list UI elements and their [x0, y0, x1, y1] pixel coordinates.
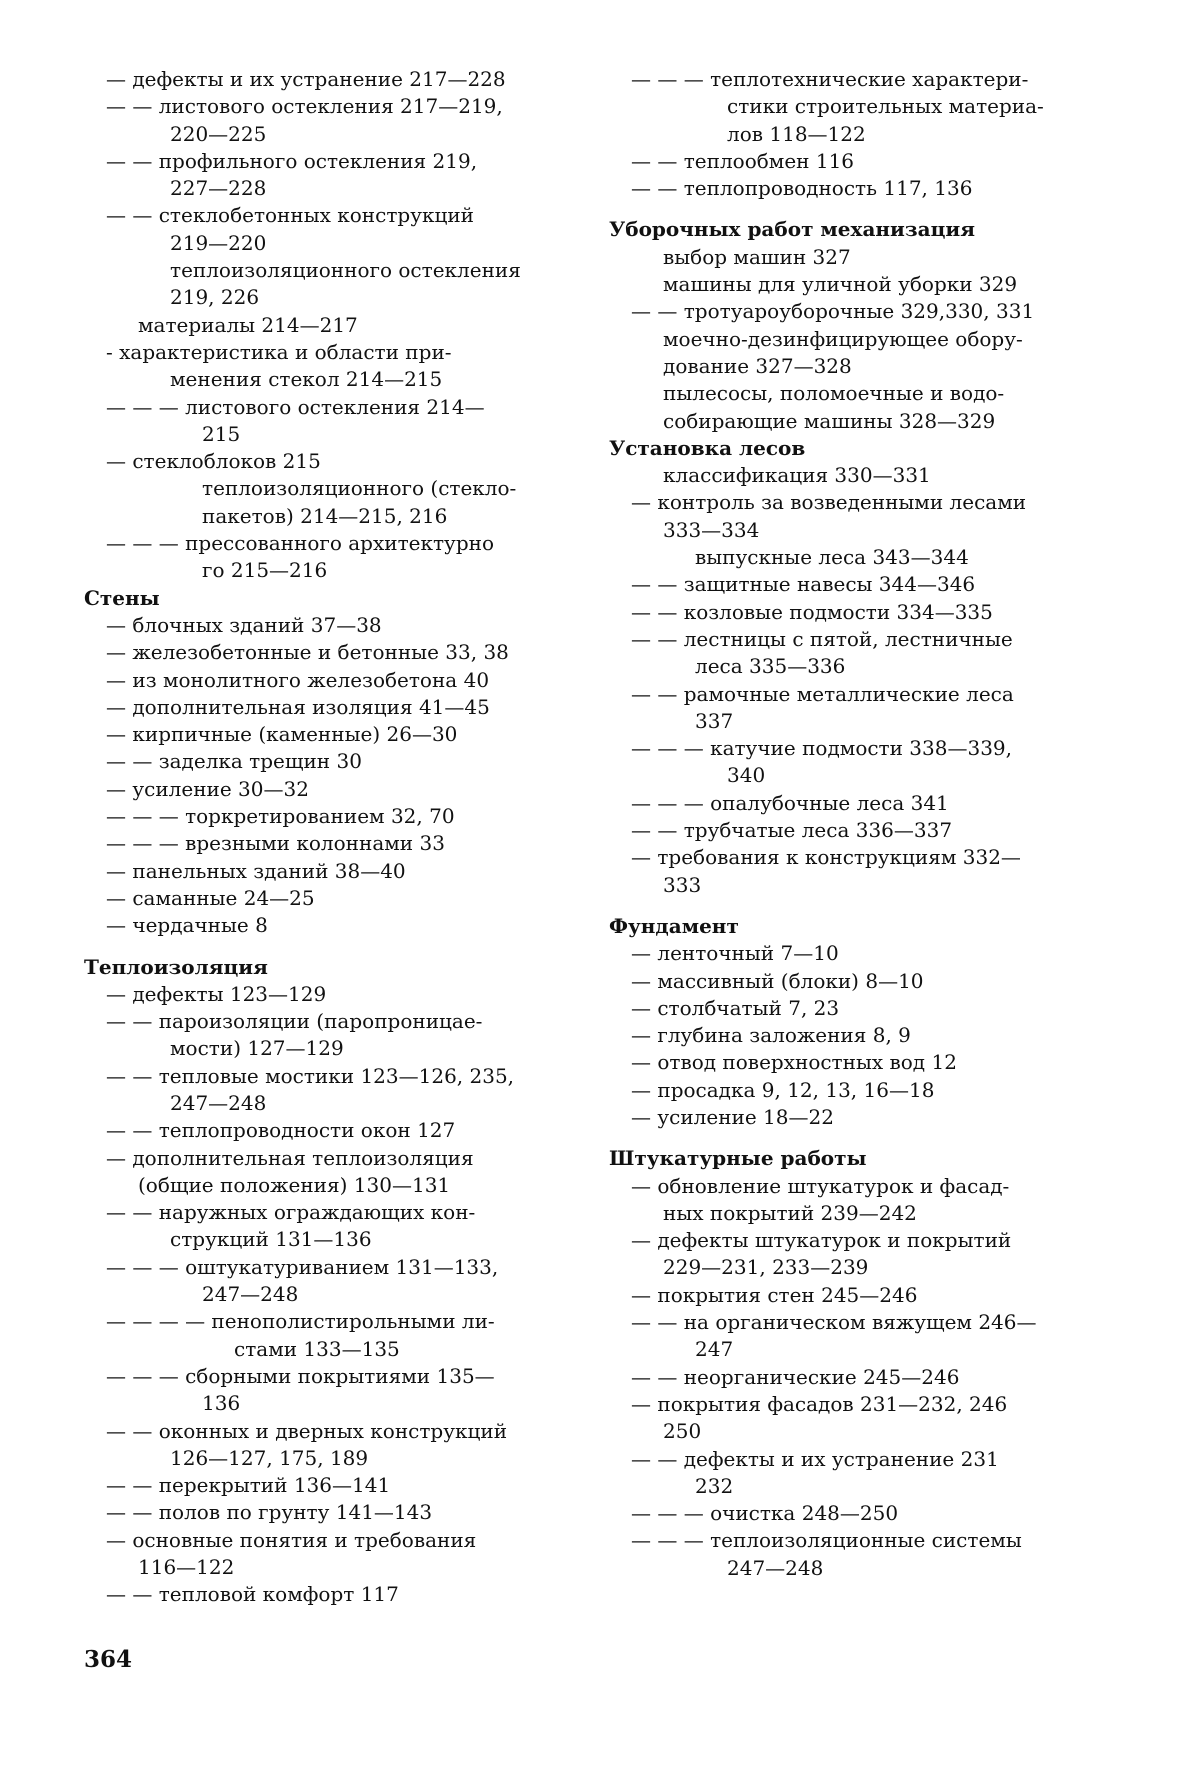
section-gap [609, 1131, 1084, 1145]
index-entry: 126—127, 175, 189 [170, 1445, 369, 1470]
index-entry: — — — оштукатуриванием 131—133, [106, 1254, 499, 1279]
index-entry: 247—248 [202, 1282, 299, 1307]
index-entry: — — перекрытий 136—141 [106, 1473, 391, 1498]
index-entry: — — — сборными покрытиями 135— [106, 1363, 495, 1388]
index-entry: 219—220 [170, 230, 267, 255]
index-heading: Установка лесов [609, 435, 806, 460]
index-entry: 232 [695, 1473, 734, 1498]
index-entry: леса 335—336 [695, 654, 846, 679]
index-entry: — глубина заложения 8, 9 [631, 1023, 911, 1048]
index-heading: Стены [84, 585, 160, 610]
index-entry: — — — врезными колоннами 33 [106, 831, 445, 856]
index-heading: Штукатурные работы [609, 1146, 867, 1171]
index-entry: — дополнительная изоляция 41—45 [106, 694, 490, 719]
index-entry: пакетов) 214—215, 216 [202, 503, 448, 528]
index-entry: — — — опалубочные леса 341 [631, 790, 949, 815]
index-entry: го 215—216 [202, 558, 328, 583]
index-entry: — стеклоблоков 215 [106, 449, 321, 474]
index-entry: — — — очистка 248—250 [631, 1501, 899, 1526]
index-entry: мости) 127—129 [170, 1036, 344, 1061]
index-entry: 219, 226 [170, 285, 260, 310]
index-entry: 333—334 [663, 517, 760, 542]
index-entry: 220—225 [170, 121, 267, 146]
index-entry: — требования к конструкциям 332— [631, 845, 1021, 870]
index-entry: машины для уличной уборки 329 [663, 272, 1018, 297]
index-entry: — — — катучие подмости 338—339, [631, 736, 1013, 761]
index-entry: — — заделка трещин 30 [106, 749, 362, 774]
index-entry: дование 327—328 [663, 353, 852, 378]
index-entry: — — полов по грунту 141—143 [106, 1500, 433, 1525]
index-entry: 337 [695, 708, 734, 733]
index-entry: 229—231, 233—239 [663, 1255, 869, 1280]
index-entry: — столбчатый 7, 23 [631, 995, 840, 1020]
section-gap [609, 899, 1084, 913]
index-entry: — отвод поверхностных вод 12 [631, 1050, 957, 1075]
index-entry: — — тепловые мостики 123—126, 235, [106, 1063, 515, 1088]
index-entry: — обновление штукатурок и фасад- [631, 1173, 1010, 1198]
index-entry: — покрытия фасадов 231—232, 246 [631, 1391, 1008, 1416]
index-entry: — основные понятия и требования [106, 1527, 477, 1552]
index-entry: — — профильного остекления 219, [106, 148, 478, 173]
index-entry: 340 [727, 763, 766, 788]
index-column-right [609, 66, 1084, 1582]
index-entry: — покрытия стен 245—246 [631, 1282, 918, 1307]
index-entry: — — рамочные металлические леса [631, 681, 1014, 706]
index-entry: менения стекол 214—215 [170, 367, 443, 392]
index-entry: — — — — пенополистирольными ли- [106, 1309, 495, 1334]
index-entry: (общие положения) 130—131 [138, 1172, 451, 1197]
index-entry: — — дефекты и их устранение 231 [631, 1446, 999, 1471]
index-entry: классификация 330—331 [663, 463, 931, 488]
index-entry: стами 133—135 [234, 1336, 400, 1361]
index-entry: — саманные 24—25 [106, 885, 315, 910]
index-entry: — — козловые подмости 334—335 [631, 599, 993, 624]
index-entry: 333 [663, 872, 702, 897]
index-entry: теплоизоляционного (стекло- [202, 476, 517, 501]
index-entry: — панельных зданий 38—40 [106, 858, 406, 883]
index-entry: — кирпичные (каменные) 26—30 [106, 722, 458, 747]
index-entry: 247—248 [170, 1090, 267, 1115]
index-entry: — контроль за возведенными лесами [631, 490, 1027, 515]
index-entry: собирающие машины 328—329 [663, 408, 996, 433]
index-entry: лов 118—122 [727, 121, 866, 146]
index-entry: стики строительных материа- [727, 94, 1044, 119]
index-entry: теплоизоляционного остекления [170, 258, 521, 283]
index-entry: — — защитные навесы 344—346 [631, 572, 976, 597]
index-entry: — — теплообмен 116 [631, 148, 855, 173]
index-entry: материалы 214—217 [138, 312, 358, 337]
index-entry: — — — торкретированием 32, 70 [106, 804, 455, 829]
index-entry: — — оконных и дверных конструкций [106, 1418, 508, 1443]
index-entry: 247 [695, 1337, 734, 1362]
index-entry: — чердачные 8 [106, 913, 268, 938]
index-entry: 250 [663, 1419, 702, 1444]
index-entry: ных покрытий 239—242 [663, 1200, 917, 1225]
index-entry: 215 [202, 421, 241, 446]
index-entry: — — тротуароуборочные 329,330, 331 [631, 299, 1035, 324]
index-entry: — — теплопроводность 117, 136 [631, 176, 973, 201]
index-entry: — — листового остекления 217—219, [106, 94, 503, 119]
index-entry: 247—248 [727, 1555, 824, 1580]
index-entry: — — неорганические 245—246 [631, 1364, 960, 1389]
index-entry: выпускные леса 343—344 [695, 545, 969, 570]
index-entry: — дефекты и их устранение 217—228 [106, 67, 506, 91]
index-entry: — массивный (блоки) 8—10 [631, 968, 924, 993]
index-heading: Фундамент [609, 913, 739, 938]
index-entry: выбор машин 327 [663, 244, 851, 269]
section-gap [84, 940, 579, 954]
index-entry: — — тепловой комфорт 117 [106, 1582, 399, 1607]
index-entry: — ленточный 7—10 [631, 941, 839, 966]
index-entry: струкций 131—136 [170, 1227, 372, 1252]
index-entry: — — — теплотехнические характери- [631, 67, 1029, 91]
index-entry: — из монолитного железобетона 40 [106, 667, 490, 692]
index-heading: Теплоизоляция [84, 954, 268, 979]
index-entry: 116—122 [138, 1555, 235, 1580]
index-entry: — — трубчатые леса 336—337 [631, 818, 953, 843]
index-entry: — — на органическом вяжущем 246— [631, 1310, 1037, 1335]
index-column-left [84, 66, 579, 1609]
index-entry: 136 [202, 1391, 241, 1416]
index-entry: — дефекты 123—129 [106, 981, 327, 1006]
index-entry: пылесосы, поломоечные и водо- [663, 381, 1005, 406]
index-entry: — блочных зданий 37—38 [106, 612, 382, 637]
index-entry: — просадка 9, 12, 13, 16—18 [631, 1077, 935, 1102]
index-entry: 227—228 [170, 176, 267, 201]
index-entry: — усиление 18—22 [631, 1104, 834, 1129]
section-gap [609, 202, 1084, 216]
index-heading: Уборочных работ механизация [609, 217, 975, 242]
index-entry: — — лестницы с пятой, лестничные [631, 626, 1013, 651]
page-number: 364 [84, 1646, 133, 1673]
index-entry: — железобетонные и бетонные 33, 38 [106, 640, 509, 665]
index-entry: — — — теплоизоляционные системы [631, 1528, 1022, 1553]
index-entry: - характеристика и области при- [106, 339, 452, 364]
index-entry: — дефекты штукатурок и покрытий [631, 1228, 1012, 1253]
index-entry: — дополнительная теплоизоляция [106, 1145, 474, 1170]
index-entry: — — — прессованного архитектурно [106, 531, 494, 556]
index-page [84, 66, 1124, 1726]
index-entry: — — наружных ограждающих кон- [106, 1200, 476, 1225]
index-entry: — — теплопроводности окон 127 [106, 1118, 456, 1143]
index-entry: — — пароизоляции (паропроницае- [106, 1009, 483, 1034]
index-entry: — — стеклобетонных конструкций [106, 203, 474, 228]
index-entry: — усиление 30—32 [106, 776, 309, 801]
index-entry: моечно-дезинфицирующее обору- [663, 326, 1023, 351]
index-entry: — — — листового остекления 214— [106, 394, 485, 419]
